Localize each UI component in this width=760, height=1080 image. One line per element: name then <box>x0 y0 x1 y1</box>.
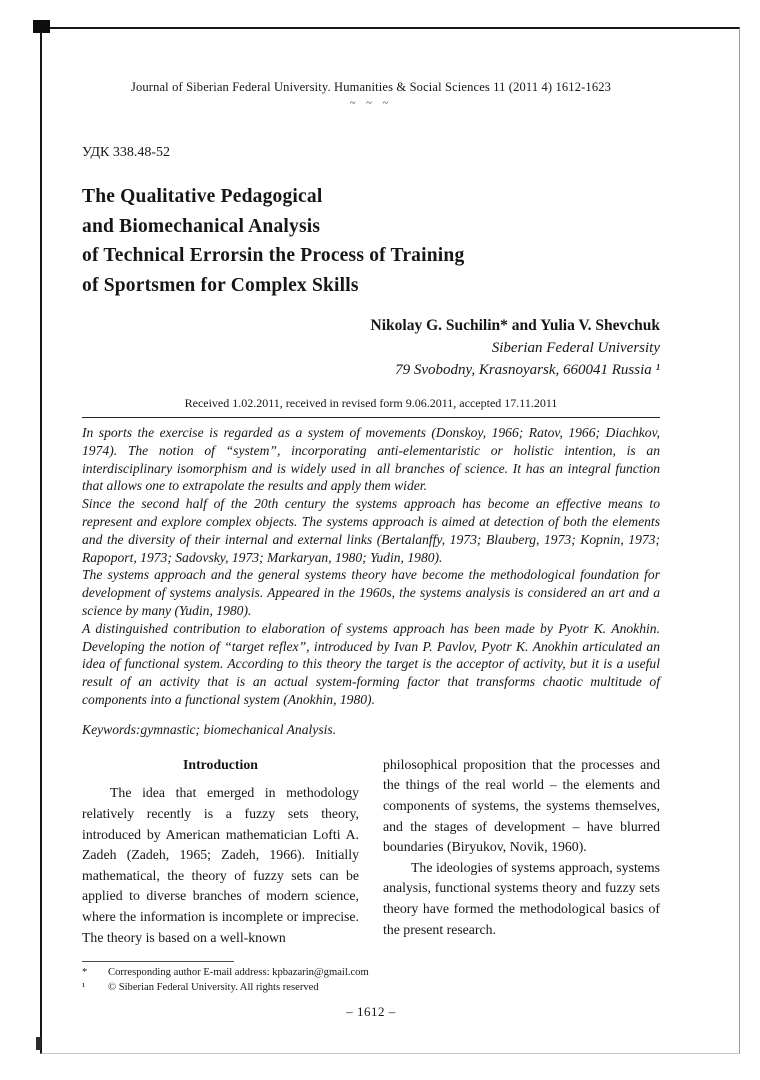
right-column-paragraph-2: The ideologies of systems approach, systems analysis, functional systems theory and fuzzy sets theory have formed the methodological basics of the present research. <box>383 859 660 937</box>
title-line-1: The Qualitative Pedagogical <box>82 186 323 207</box>
section-heading-introduction: Introduction <box>183 756 258 772</box>
author-names: Nikolay G. Suchilin* and Yulia V. Shevchuk <box>370 317 660 334</box>
footnote-copyright <box>82 981 660 996</box>
two-column-body <box>82 755 660 948</box>
authors-block <box>82 315 660 381</box>
footnote-text: Corresponding author E-mail address: kpbazarin@gmail.com <box>108 967 369 979</box>
paper-page <box>82 80 660 1020</box>
footnotes <box>82 966 660 995</box>
keywords-line: Keywords:gymnastic; biomechanical Analysis. <box>82 721 337 737</box>
abstract-paragraph-3: The systems approach and the general systems theory have become the methodological foundation for development of systems analysis. Appeared in the 1960s, the systems analysis is considered an art and a science by many (Yudin, 1980). <box>82 567 660 618</box>
footnote-corresponding-author <box>82 966 660 981</box>
scan-corner-artifact <box>33 20 50 33</box>
left-column <box>82 755 359 948</box>
title-line-4: of Sportsmen for Complex Skills <box>82 274 359 296</box>
author-affiliation: Siberian Federal University <box>491 340 660 356</box>
paper-title <box>82 182 660 300</box>
udk-code: УДК 338.48-52 <box>82 145 171 160</box>
title-line-3: of Technical Errorsin the Process of Training <box>82 245 465 266</box>
abstract-top-rule <box>82 417 660 418</box>
abstract-paragraph-2: Since the second half of the 20th century the systems approach has become an effective means to represent and explore complex objects. The systems approach is aimed at detection of both the elements and the diversity of their internal and external links (Bertalanffy, 1973; Blauberg, 1973; Kopnin, 1973; Rapoport, 1973; Sadovsky, 1973; Markaryan, 1980; Yudin, 1980). <box>82 496 660 565</box>
abstract-paragraph-1: In sports the exercise is regarded as a system of movements (Donskoy, 1966; Ratov, 1966; Diachkov, 1974). The notion of “system”, incorporating anti-elementaristic or holistic intention, is an interdisciplinary isomorphism and is widely used in all branches of science. It has an integral function that allows one to extrapolate the results and apply them wider. <box>82 425 660 494</box>
footnote-marker: ¹ <box>82 981 86 993</box>
page-number: – 1612 – <box>346 1004 396 1020</box>
footnote-divider <box>82 961 234 962</box>
journal-header: Journal of Siberian Federal University. Humanities & Social Sciences 11 (2011 4) 1612-1623 <box>130 80 612 94</box>
abstract-paragraph-4: A distinguished contribution to elaboration of systems approach has been made by Pyotr K. Anokhin. Developing the notion of “target reflex”, introduced by Ivan P. Pavlov, Pyotr K. Anokhin articulated an idea of functional system. According to this theory the target is the acceptor of activity, but it is a useful result of an activity that is an actual system-forming factor that transforms chaotic multitude of components into a functional system (Anokhin, 1980). <box>82 620 660 707</box>
tilde-separator: ~ ~ ~ <box>349 98 393 109</box>
footnote-text: © Siberian Federal University. All rights reserved <box>108 981 319 993</box>
right-column-paragraph-1: philosophical proposition that the processes and the things of the real world – the elements and components of systems, the systems themselves, and the stages of development – have blurred boundaries (Biryukov, Novik, 1960). <box>383 756 660 855</box>
received-dates-line: Received 1.02.2011, received in revised form 9.06.2011, accepted 17.11.2011 <box>184 396 558 410</box>
right-column <box>383 755 660 948</box>
title-line-2: and Biomechanical Analysis <box>82 215 321 237</box>
footnote-marker: * <box>82 967 88 979</box>
left-column-paragraph: The idea that emerged in methodology relatively recently is a fuzzy sets theory, introduced by American mathematician Lofti A. Zadeh (Zadeh, 1965; Zadeh, 1966). Initially mathematical, the theory of fuzzy sets can be applied to diverse branches of modern science, where the information is incomplete or imprecise. The theory is based on a well-known <box>82 785 359 945</box>
scan-edge-artifact <box>36 1037 41 1050</box>
author-address: 79 Svobodny, Krasnoyarsk, 660041 Russia ¹ <box>395 362 660 378</box>
abstract <box>82 424 660 709</box>
